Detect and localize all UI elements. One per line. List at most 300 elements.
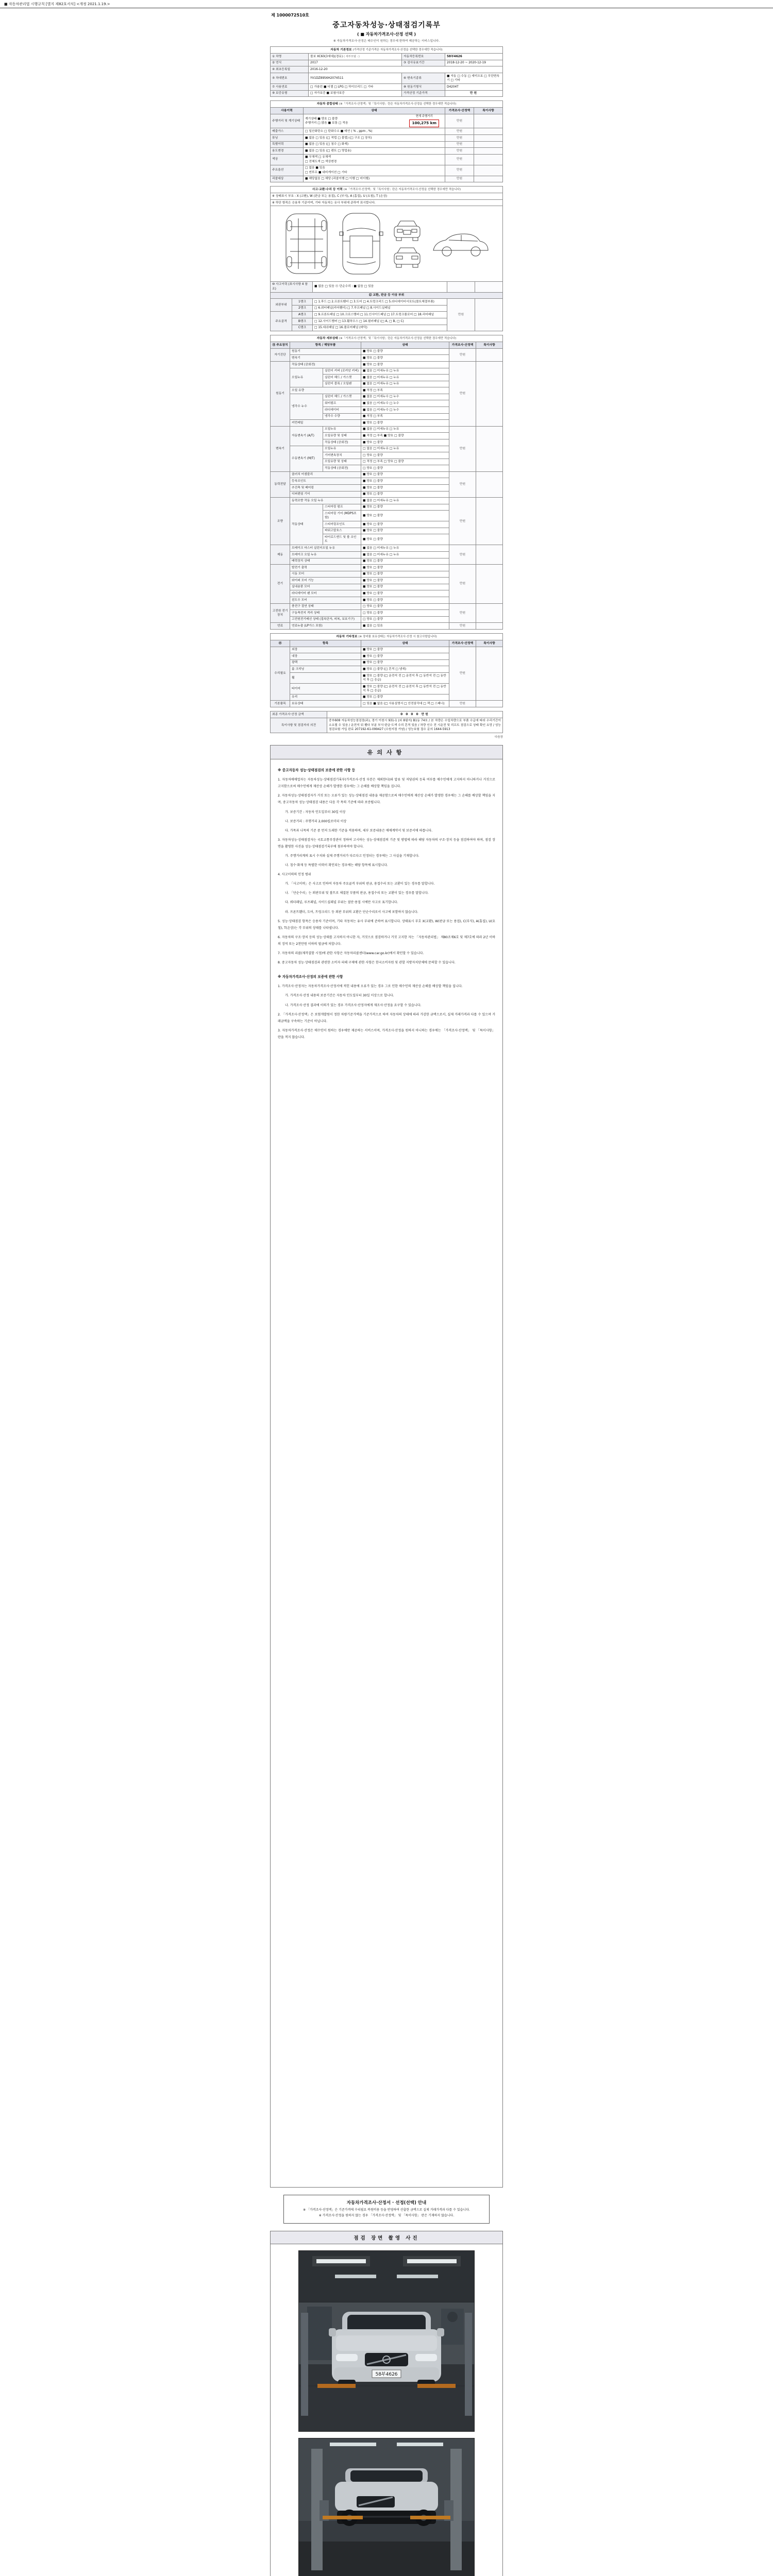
section-title-basic [271, 47, 503, 54]
damage-rank-label: C랭크 [292, 325, 313, 331]
detail-header-row [271, 342, 503, 349]
overall-row-state [304, 176, 445, 182]
col-remark: 특이사항 [474, 108, 502, 114]
price-estimate-cell: 만원 [449, 623, 476, 630]
device-state: ■ 양호 □ 불량 [361, 694, 449, 701]
workshop-front-photo [299, 2251, 474, 2431]
device-item-label: 작동상태 [290, 504, 323, 545]
remark-cell [474, 154, 502, 165]
state-lines [305, 149, 443, 153]
state-lines [305, 136, 443, 140]
price-estimate-cell: 만원 [449, 498, 476, 545]
notice-item: 라. 프론트휀더, 도어, 트렁크리드 등 외판 부위의 교환은 단순수리로서 사고에 포함하지 않습니다. [285, 910, 418, 914]
col-amount: 가격조사·산정액 [445, 108, 474, 114]
notice-item: 가. 「사고이력」은 사고로 인하여 자동차 주요골격 부위의 판금, 용접수리 또는 교환이 있는 경우를 말합니다. [285, 882, 435, 886]
state-line: ■ 해당없음 □ 해당 (리콜이행 □ 이행 □ 미이행) [305, 177, 370, 181]
page-title: 중고자동차성능·상태점검기록부 [332, 21, 441, 29]
overall-row-label: 용도변경 [271, 148, 304, 155]
remark-cell [476, 603, 502, 623]
vehicle-basis-legend: ※ 하단 항목은 승용차 기준이며, 기타 자동차는 유사 부위에 준하여 표시합니다. [271, 199, 503, 206]
transmission-label: ⑥ 변속기종류 [402, 73, 445, 84]
overall-row-label: 주요옵션 [271, 165, 304, 176]
col-remark: 특이사항 [476, 342, 502, 349]
device-item-label: 작동상태 (공회전) [290, 362, 361, 368]
state-line: □ 썬루프 ■ 네비게이션 □ 기타 [305, 171, 347, 174]
remark-cell [474, 114, 502, 128]
remark-cell [476, 362, 502, 427]
col-device: ⑭ [271, 640, 290, 647]
state-lines [305, 142, 443, 146]
remark-cell [474, 141, 502, 148]
device-state: ■ 없음 □ 미세누수 □ 누수 [361, 394, 449, 400]
price-estimate-cell: 만원 [445, 128, 474, 135]
price-survey-info-box [283, 2195, 490, 2224]
damage-parts-list: □ 15.대쉬패널 □ 16.플로어패널 (바닥) [313, 325, 447, 331]
overall-row-state [304, 141, 445, 148]
notice-title: 유의사항 [271, 745, 502, 759]
notice-item: 6. 자동차의 구조·장치 등의 성능·상태를 고지하지 아니한 자, 거짓으로 점검하거나 거짓 고지한 자는 「자동차관리법」 제80조제6호 및 제7호에 따라 2년 이하의 징역 또는 2천만원 이하의 벌금에 처합니다. [278, 935, 495, 946]
price-estimate-cell: 만원 [445, 134, 474, 141]
device-state: ■ 적정 □ 부족 ■ 양호 □ 불량 [361, 433, 449, 439]
device-item-label: 자동변속기 (A/T) [290, 426, 323, 446]
device-item-label: 유리 [290, 694, 361, 701]
overall-row-label: 튜닝 [271, 134, 304, 141]
basic-row [271, 54, 503, 60]
state-code-legend: ※ 상태표시 부호 : X (교환), W (판금 또는 용접), C (부식), A (흠집), U (요철), T (손상) [271, 193, 503, 200]
device-state: □ 양호 □ 불량 [361, 610, 449, 617]
accident-history-state: ■ 없음 □ 있음 ⑪ 단순수리 : ■ 없음 □ 있음 [313, 281, 447, 292]
section-title-text: 자동차 종합상태 [316, 102, 338, 106]
remark-cell [476, 623, 502, 630]
device-item-label: 변속기 [290, 355, 361, 362]
device-part-label: 냉각수 수량 [323, 413, 361, 420]
overall-row-state [304, 114, 445, 128]
damage-rank-label: B랭크 [292, 318, 313, 325]
overall-row-label: 색상 [271, 154, 304, 165]
detail-status-table [270, 335, 503, 630]
price-box-line: ※ 가격조사·산정을 원하지 않는 경우 「가격조사·산정액」 및 「특이사항」 란은 기재하지 않습니다. [318, 2213, 455, 2217]
section-note-text: (※ 장비품 보유상태는 자동차가격조사·산정 시 참고사항입니다) [358, 635, 437, 638]
device-item-label: 광택 [290, 659, 361, 666]
device-state: □ 있음 ■ 없음 (□ 사용설명서 □ 안전삼각대 □ 잭 □ 스패너) [361, 701, 449, 707]
device-item-label: 발전기 출력 [290, 565, 361, 571]
overall-row-state [304, 165, 445, 176]
section-title-accident [271, 187, 503, 193]
device-part-label: 실린더 커버 (로커암 커버) [323, 368, 361, 375]
inspection-period-label: ③ 검사유효기간 [402, 60, 445, 66]
notice-item: 나. 가격조사·산정 결과에 이의가 있는 경우 가격조사·산정자에게 재조사·산정을 요구할 수 있습니다. [285, 1003, 422, 1007]
base-price-label: 가격산정 기준가격 [402, 90, 445, 97]
device-row [271, 565, 503, 571]
notice-item: 7. 자동차의 리콜(제작결함 시정)에 관한 사항은 자동차리콜센터(www.car.go.kr)에서 확인할 수 있습니다. [278, 952, 424, 956]
state-line: ■ 없음 □ 있음 (□ 렌트 □ 영업용) [305, 149, 351, 152]
damage-group-label: 주요골격 [271, 312, 292, 331]
exchange-repair-header: ⑫ 교환, 판금 등 이상 부위 [271, 292, 503, 299]
device-part-label: 기어변속장치 [323, 452, 361, 459]
device-part-label: 오일누유 [323, 426, 361, 433]
model-year-value: 2017 [309, 60, 402, 66]
price-estimate-cell: 만원 [445, 165, 474, 176]
state-lines [305, 117, 348, 126]
price-estimate-cell: 만원 [445, 114, 474, 128]
device-state: ■ 양호 □ 불량 [361, 471, 449, 478]
col-device: ⑬ 주요장치 [271, 342, 290, 349]
col-remark: 특이사항 [476, 640, 502, 647]
state-line: ■ 없음 □ 있음 (□ 침수 □ 화재) [305, 143, 349, 146]
accident-history-table [270, 186, 503, 331]
device-part-label: 실린더 헤드 / 가스켓 [323, 394, 361, 400]
device-state: ■ 양호 □ 불량 [361, 584, 449, 590]
notice-item: 다. 쿼터패널, 루프패널, 사이드실패널 부위는 절단·용접 시에만 사고로 표기합니다. [285, 901, 398, 905]
notice-item: 나. 「단순수리」는 외판부위 및 볼트로 체결된 부품의 판금, 용접수리 또는 교환이 있는 경우를 말합니다. [285, 891, 429, 895]
state-line: ■ 없음 □ 있음 (□ 적법 □ 불법) (□ 구조 □ 장치) [305, 136, 372, 140]
device-state: ■ 양호 □ 불량 [361, 348, 449, 355]
inspector-remarks-text: 중부608 자동차성능점검장(주), 경기 이천시 931-1 (외 8필지) B1동 74호 / 본 차량은 수입차량으로 부품 수급에 따라 수리기간이 소요될 수 있음 / 운전석 뒤 휀다 부분 부식·판금·도색 수리 흔적 있음 / 차량 인수 전 시운전 및 리프트 점검으로 상태 확인 요망 / 성능점검보험 가입 완료 207192-61-099427 (수원지점 가남) / 성능보험 접수 문의 1644-5913 [327, 718, 503, 733]
device-group-label: 전기 [271, 565, 290, 603]
device-state: ■ 양호 □ 불량 [361, 590, 449, 597]
etc-info-table [270, 633, 503, 707]
warranty-type-label: ⑨ 보증유형 [271, 90, 309, 97]
notice-item: 1. 가격조사·산정자는 자동차가격조사·산정서에 적힌 내용에 오류가 있는 경우 그로 인한 매수인의 재산상 손해를 배상할 책임을 집니다. [278, 985, 463, 989]
car-front-rear-diagrams [391, 219, 423, 268]
inspector-remarks-row [271, 718, 503, 733]
car-side-view-diagram [430, 229, 491, 259]
device-state: ■ 양호 □ 불량 (□ 운전석 전 □ 운전석 후 □ 동반석 전 □ 동반석 후 □ 응급) [361, 683, 449, 694]
etc-header-row [271, 640, 503, 647]
section-title-etc [271, 633, 503, 640]
overall-row-label: 특별이력 [271, 141, 304, 148]
remark-cell [476, 701, 502, 707]
remark-cell [475, 299, 503, 331]
device-state: □ 양호 □ 불량 [361, 616, 449, 623]
fuel-label: ⑦ 사용연료 [271, 84, 309, 91]
device-row [271, 498, 503, 504]
damage-parts-list: □ 1.후드 □ 2.프론트휀더 □ 3.도어 □ 4.트렁크리드 □ 5.라디에이터서포트(볼트체결부품) [313, 299, 447, 306]
notice-list [278, 767, 495, 1041]
device-state: ■ 없음 □ 미세누유 □ 누유 [361, 498, 449, 504]
basic-row [271, 84, 503, 91]
next-page-label: 다음장 [495, 735, 503, 739]
notice-heading: ※ 자동차가격조사·산정의 보증에 관한 사항 [278, 975, 343, 979]
device-item-label: 외장 [290, 647, 361, 653]
device-part-label: 작동상태 (공회전) [323, 465, 361, 472]
device-part-label: 실린더 헤드 / 가스켓 [323, 375, 361, 381]
col-use-history: 사용이력 [271, 108, 304, 114]
device-item-label: 클러치 어셈블리 [290, 471, 361, 478]
device-state: ■ 양호 □ 불량 [361, 420, 449, 427]
section-title-overall [271, 101, 503, 108]
state-lines [305, 166, 443, 175]
final-price-table [270, 711, 503, 733]
first-registered-label: ④ 최초등록일 [271, 66, 309, 73]
col-state: 상태 [304, 108, 445, 114]
engine-type-value: D4204T [445, 84, 503, 91]
device-state: ■ 적정 □ 부족 [361, 387, 449, 394]
device-item-label: 추진축 및 베어링 [290, 484, 361, 491]
device-item-label: 오일 유량 [290, 387, 361, 394]
state-line: □ 전체도색 □ 색상변경 [305, 160, 337, 163]
damage-rank-label: A랭크 [292, 312, 313, 318]
state-lines [305, 129, 443, 133]
overall-row [271, 148, 503, 155]
price-estimate-cell: 만원 [445, 176, 474, 182]
car-diagram-cell [271, 206, 503, 281]
state-line: □ 없음 ■ 있음 [305, 166, 325, 170]
notice-item: 나. 침수·화재 등 특별한 이력이 확인되는 경우에는 해당 항목에 표시합니다. [285, 863, 388, 868]
device-state: ■ 없음 □ 미세누유 □ 누유 [361, 381, 449, 387]
price-estimate-cell: 만원 [449, 603, 476, 623]
section-title-detail [271, 335, 503, 342]
damage-rank-label: 1랭크 [292, 299, 313, 306]
section-note-text: (※「가격조사·산정액」및「특이사항」란은 자동차가격조사·산정을 선택한 경우에만 적습니다) [339, 336, 457, 340]
price-estimate-cell: 만원 [449, 362, 476, 427]
device-state: ■ 양호 □ 불량 [361, 597, 449, 604]
device-state: ■ 양호 □ 불량 [361, 521, 449, 528]
device-state: ■ 양호 □ 불량 [361, 478, 449, 485]
price-estimate-cell: 만원 [445, 141, 474, 148]
device-state: ■ 양호 □ 불량 [361, 534, 449, 545]
current-mileage [409, 115, 443, 127]
basic-row [271, 66, 503, 73]
final-price-value: 0 0 0 0 만원 [327, 711, 503, 718]
state-line: ■ 무채색 □ 유채색 [305, 156, 331, 159]
car-name-value: 볼보 XC60(3세대)(경유) [310, 55, 343, 58]
device-group-label: 조향 [271, 498, 290, 545]
col-state: 상태 [361, 640, 449, 647]
device-item-label: 디퍼렌셜 기어 [290, 491, 361, 498]
device-state: □ 양호 □ 불량 [361, 465, 449, 472]
notice-item: 5. 성능·상태점검 항목은 승용차 기준이며, 기타 자동차는 유사 부위에 준하여 표시합니다. 상태표시 부호 X(교환), W(판금 또는 용접), C(부식), A(흠집), U(요철), T(손상)는 각 부위의 상태를 나타냅니다. [278, 919, 495, 930]
notice-item: 다. 가목과 나목의 기준 중 먼저 도래한 기준을 적용하며, 세부 보증내용은 매매계약서 및 보증서에 따릅니다. [285, 828, 433, 833]
overall-row [271, 176, 503, 182]
device-state: □ 양호 □ 불량 [361, 452, 449, 459]
device-item-label: 와이퍼 모터 기능 [290, 578, 361, 584]
overall-row [271, 154, 503, 165]
car-diagrams [272, 207, 501, 280]
remark-cell [474, 148, 502, 155]
remark-cell [476, 471, 502, 497]
price-survey-select-line: ( ■ 자동차가격조사·산정 선택 ) [357, 32, 416, 37]
notice-item: 2. 자동차성능·상태점검자가 거짓 또는 오류가 있는 성능·상태점검 내용을 제공함으로써 매수인에게 재산상 손해가 발생한 경우에는 그 손해를 배상할 책임을 지며, 중고자동차 성능·상태점검 내용은 다음 각 목의 기준에 따라 보증됩니다. [278, 794, 495, 805]
device-state: ■ 없음 □ 미세누유 □ 누유 [361, 551, 449, 558]
device-state: ■ 양호 □ 불량 [361, 484, 449, 491]
device-state: ■ 양호 □ 불량 [361, 362, 449, 368]
device-row [271, 603, 503, 610]
device-group-label: 수리필요 [271, 647, 290, 701]
notice-item: 가. 주행거리계의 표시 수치와 실제 주행거리가 다르다고 인정되는 경우에는 그 사실을 기재합니다. [285, 854, 419, 858]
accident-history-label: ⑩ 사고이력 (표시사항 4 참조) [271, 281, 313, 292]
device-row [271, 426, 503, 433]
device-item-label: 등속조인트 [290, 478, 361, 485]
remark-cell [475, 281, 503, 292]
car-top-view-diagram [339, 211, 384, 276]
price-survey-select-note: ※ 자동차가격조사·산정은 매수인이 원하는 경우에 한하여 제공하는 서비스입니다. [333, 40, 440, 43]
device-state: ■ 양호 □ 불량 [361, 647, 449, 653]
device-state: ■ 양호 □ 불량 [361, 659, 449, 666]
device-item-label: 오일누유 [290, 368, 323, 387]
overall-row [271, 134, 503, 141]
remark-cell [474, 134, 502, 141]
device-part-label: 스티어링 펌프 [323, 504, 361, 511]
device-part-label: 스티어링 기어 (MDPS포함) [323, 511, 361, 521]
remark-cell [476, 545, 502, 565]
device-part-label: 라디에이터 [323, 407, 361, 414]
current-mileage-value: 100,275 km [409, 120, 439, 127]
overall-row-label: 리콜대상 [271, 176, 304, 182]
overall-row-state [304, 148, 445, 155]
device-item-label: 보유상태 [290, 701, 361, 707]
overall-header-row [271, 108, 503, 114]
device-row [271, 623, 503, 630]
inspection-period-value: 2018-12-20 ~ 2020-12-19 [445, 60, 503, 66]
state-line: 계기상태 ■ 양호 □ 불량 [305, 117, 338, 121]
document-sheet [270, 0, 503, 2576]
accident-summary-row [271, 281, 503, 292]
notice-item: 8. 중고자동차 성능·상태점검과 관련한 소비자 피해 구제에 관한 사항은 한국소비자원 및 관할 지방자치단체에 문의할 수 있습니다. [278, 961, 456, 965]
section-title-text: 자동차 기타정보 [336, 635, 358, 638]
price-estimate-cell: 만원 [449, 545, 476, 565]
device-row [271, 545, 503, 552]
device-state: □ 양호 □ 불량 [361, 603, 449, 610]
device-state: ■ 없음 □ 미세누유 □ 누유 [361, 545, 449, 552]
remark-cell [476, 498, 502, 545]
notice-item: 2. 「가격조사·산정액」은 보험개발원이 정한 차량기준가액을 기준가격으로 하여 자동차의 상태에 따라 가감한 금액으로서, 실제 거래가격과 다를 수 있으며 거래금액을 구속하는 기준이 아닙니다. [278, 1012, 495, 1023]
price-estimate-cell: 만원 [449, 565, 476, 603]
inspection-photo-1 [298, 2250, 475, 2432]
device-group-label: 자기진단 [271, 348, 290, 361]
device-item-label: 커먼레일 [290, 420, 361, 427]
final-price-label: 최종 가격조사·산정 금액 [271, 711, 327, 718]
device-part-label: 파워고압호스 [323, 528, 361, 534]
price-estimate-cell: 만원 [445, 154, 474, 165]
section-title-text: 자동차 기본정보 [330, 48, 352, 52]
device-state: ■ 양호 □ 불량 [361, 578, 449, 584]
device-part-label: 실린더 블록 / 오일팬 [323, 381, 361, 387]
device-part-label: 스티어링조인트 [323, 521, 361, 528]
damage-parts-list: □ 9.프론트패널 □ 10.크로스멤버 □ 11.인사이드패널 □ 17.트렁크플로어 □ 18.리어패널 [313, 312, 447, 318]
base-price-value: 만원 [445, 90, 503, 97]
device-item-label: 배력장치 상태 [290, 558, 361, 565]
section-note-text: (※「가격조사·산정액」및「특이사항」란은 자동차가격조사·산정을 선택한 경우에만 적습니다) [343, 188, 461, 191]
device-state: ■ 없음 □ 있음 [361, 623, 449, 630]
car-name-cell [309, 54, 402, 60]
device-item-label: 타이어 [290, 683, 361, 694]
device-row [271, 701, 503, 707]
remark-cell [474, 176, 502, 182]
overall-status-table [270, 100, 503, 182]
license-plate-text: 58부4626 [375, 2371, 398, 2377]
device-row [271, 647, 503, 653]
overall-row-label: 배출가스 [271, 128, 304, 135]
device-state: ■ 없음 □ 미세누수 □ 누수 [361, 400, 449, 407]
registration-number-label: 자동차등록번호 [402, 54, 445, 60]
form-reference: ■ 자동차관리법 시행규칙 [별지 제82호서식] <개정 2021.1.19.> [4, 2, 110, 6]
device-part-label: 오일누유 [323, 446, 361, 452]
device-state: ■ 양호 □ 불량 (□ 운전석 전 □ 운전석 후 □ 동반석 전 □ 동반석 후 □ 응급) [361, 672, 449, 683]
device-state: ■ 적정 □ 부족 [361, 413, 449, 420]
device-group-label: 연료 [271, 623, 290, 630]
device-state: ■ 없음 □ 미세누유 □ 누유 [361, 375, 449, 381]
device-part-label: 타이로드엔드 및 볼 조인트 [323, 534, 361, 545]
state-line: □ 일산화탄소 □ 탄화수소 ■ 매연 ( % , ppm , %) [305, 129, 373, 133]
state-lines [305, 177, 443, 181]
device-state: ■ 양호 □ 불량 [361, 511, 449, 521]
notice-item: 가. 보증기간 : 자동차 인도일부터 30일 이상 [285, 810, 346, 814]
overall-row [271, 141, 503, 148]
device-part-label: 오일유량 및 상태 [323, 433, 361, 439]
overall-row-state [304, 134, 445, 141]
workshop-lift-photo [299, 2438, 474, 2576]
overall-row-label: 주행거리 및 계기상태 [271, 114, 304, 128]
device-group-label: 제동 [271, 545, 290, 565]
basic-info-table [270, 46, 503, 97]
notice-item: 나. 보증거리 : 주행거리 2,000킬로미터 이상 [285, 819, 347, 823]
overall-row [271, 128, 503, 135]
device-item-label: 고전원전기배선 상태 (접속단자, 피복, 보호기구) [290, 616, 361, 623]
notice-section [270, 745, 503, 2188]
device-row [271, 348, 503, 355]
device-item-label: 라디에이터 팬 모터 [290, 590, 361, 597]
device-item-label: 시동 모터 [290, 571, 361, 578]
price-estimate-cell: 만원 [449, 348, 476, 361]
device-state: ■ 양호 □ 불량 [361, 528, 449, 534]
remark-cell [476, 426, 502, 471]
car-underbody-diagram [282, 211, 331, 276]
price-estimate-cell: 만원 [449, 471, 476, 497]
remark-cell [476, 647, 502, 701]
notice-item: 3. 자동차가격조사·산정은 매수인이 원하는 경우에만 제공하는 서비스이며, 가격조사·산정을 원하지 아니하는 경우에는 「가격조사·산정액」 및 「특이사항」 란을 적지 않습니다. [278, 1028, 495, 1039]
state-lines [305, 155, 443, 164]
device-state: ■ 없음 □ 미세누유 □ 누유 [361, 368, 449, 375]
price-estimate-cell: 만원 [449, 647, 476, 701]
device-state: □ 없음 □ 미세누유 □ 누유 [361, 446, 449, 452]
device-item-label: 냉각수 누수 [290, 394, 323, 419]
device-item-label: 룸 크리닝 [290, 666, 361, 673]
basic-row [271, 90, 503, 97]
current-mileage-label: 현재 주행거리 [415, 115, 433, 118]
device-item-label: 브레이크 오일 누유 [290, 551, 361, 558]
device-group-label: 동력전달 [271, 471, 290, 497]
device-part-label: 워터펌프 [323, 400, 361, 407]
device-state: ■ 없음 □ 미세누유 □ 누유 [361, 426, 449, 433]
warranty-type-value: □ 자가보증 ■ 보험사보증 [309, 90, 402, 97]
car-submodel-label: ( 세부모델 : ) [344, 55, 360, 58]
notice-heading: ※ 중고자동차 성능·상태점검의 보증에 관한 사항 등 [278, 768, 356, 772]
device-item-label: 연료누출 (LP가스 포함) [290, 623, 361, 630]
device-state: □ 적정 □ 부족 □ 양호 □ 불량 [361, 459, 449, 465]
fuel-value: □ 가솔린 ■ 디젤 □ LPG □ 하이브리드 □ 기타 [309, 84, 402, 91]
document-number: 제 1000072510호 [271, 13, 309, 18]
price-estimate-cell: 만원 [445, 148, 474, 155]
device-item-label: 원동기 [290, 348, 361, 355]
car-rear-view-diagram [391, 246, 423, 268]
device-row [271, 362, 503, 368]
device-state: ■ 양호 □ 불량 [361, 558, 449, 565]
section-title-text: 사고·교환·수리 등 이력 [312, 188, 343, 191]
device-state: ■ 없음 □ 미세누수 □ 누수 [361, 407, 449, 414]
final-price-row [271, 711, 503, 718]
first-registered-value: 2016-12-20 [309, 66, 503, 73]
vin-value: YV1DZ8956H2074511 [309, 73, 402, 84]
device-state: ■ 양호 □ 불량 (□ 흔적 □ 냄새) [361, 666, 449, 673]
remark-cell [474, 128, 502, 135]
device-state: ■ 양호 □ 불량 [361, 565, 449, 571]
col-amount: 가격조사·산정액 [449, 640, 476, 647]
device-item-label: 충전구 절연 상태 [290, 603, 361, 610]
device-state: ■ 양호 □ 불량 [361, 653, 449, 660]
damage-group-label: 외판부위 [271, 299, 292, 312]
device-state: ■ 양호 □ 불량 [361, 571, 449, 578]
